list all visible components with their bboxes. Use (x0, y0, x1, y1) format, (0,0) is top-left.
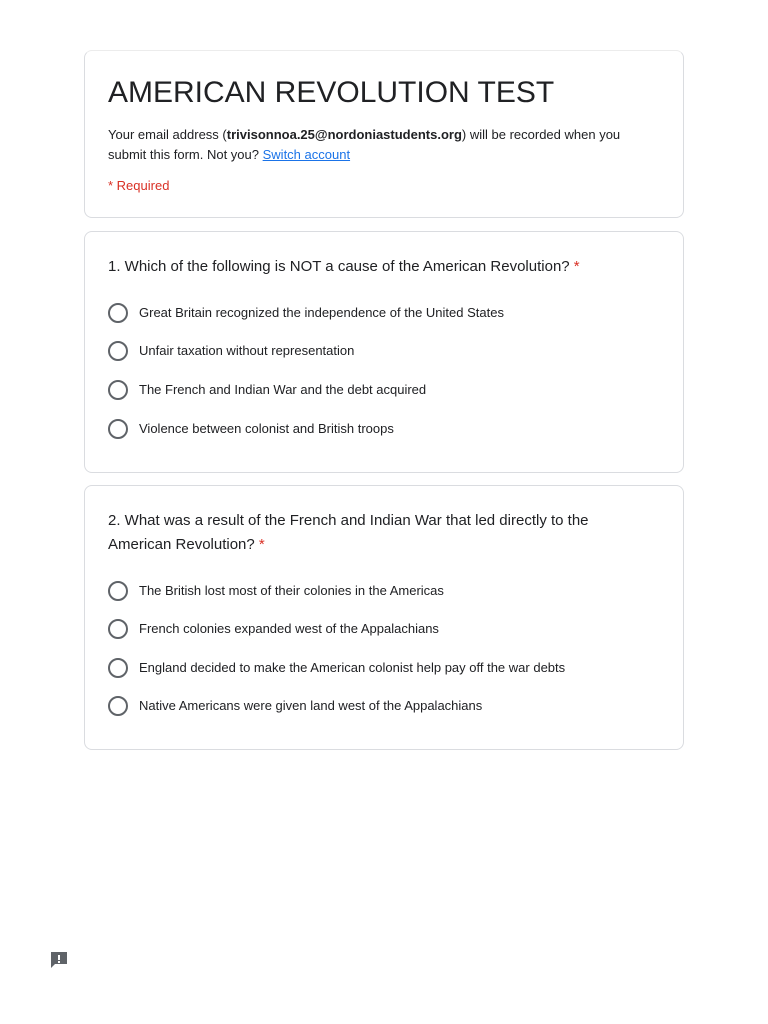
question-text: 2. What was a result of the French and Indian War that led directly to the American Revolution? (108, 512, 589, 553)
email-notice-suffix: ) will be recorded when you submit this form. Not you? (108, 127, 621, 162)
radio-button-icon[interactable] (108, 658, 128, 678)
user-email: trivisonnoa.25@nordoniastudents.org (226, 127, 462, 142)
option-label: Great Britain recognized the independence of the United States (139, 305, 504, 320)
email-notice (108, 125, 648, 165)
radio-button-icon[interactable] (108, 419, 128, 439)
answer-option[interactable] (108, 380, 426, 400)
option-label: England decided to make the American colonist help pay off the war debts (139, 660, 566, 675)
question-title (108, 509, 648, 557)
question-card-1 (84, 231, 684, 473)
answer-option[interactable] (108, 419, 394, 439)
question-text: 1. Which of the following is NOT a cause of the American Revolution? (108, 258, 570, 275)
required-note: * Required (108, 178, 170, 193)
email-notice-prefix: Your email address ( (108, 127, 227, 142)
form-title: AMERICAN REVOLUTION TEST (108, 76, 555, 109)
required-asterisk: * (258, 536, 265, 553)
answer-option[interactable] (108, 581, 444, 601)
option-label: The British lost most of their colonies in the Americas (139, 583, 444, 598)
report-feedback-icon (49, 950, 69, 970)
radio-button-icon[interactable] (108, 581, 128, 601)
option-label: Unfair taxation without representation (139, 343, 355, 358)
answer-option[interactable] (108, 619, 439, 639)
report-feedback-button[interactable] (49, 950, 69, 970)
radio-button-icon[interactable] (108, 341, 128, 361)
answer-option[interactable] (108, 696, 482, 716)
radio-button-icon[interactable] (108, 696, 128, 716)
radio-button-icon[interactable] (108, 619, 128, 639)
option-label: Violence between colonist and British troops (139, 421, 394, 436)
required-asterisk: * (573, 258, 580, 275)
answer-option[interactable] (108, 658, 565, 678)
radio-button-icon[interactable] (108, 380, 128, 400)
answer-option[interactable] (108, 341, 354, 361)
answer-option[interactable] (108, 303, 504, 323)
option-label: Native Americans were given land west of the Appalachians (139, 698, 483, 713)
radio-button-icon[interactable] (108, 303, 128, 323)
option-label: The French and Indian War and the debt acquired (139, 382, 427, 397)
option-label: French colonies expanded west of the Appalachians (139, 621, 439, 636)
form-header-card (84, 50, 684, 218)
question-title (108, 255, 648, 279)
switch-account-link[interactable]: Switch account (262, 147, 351, 162)
question-card-2 (84, 485, 684, 750)
